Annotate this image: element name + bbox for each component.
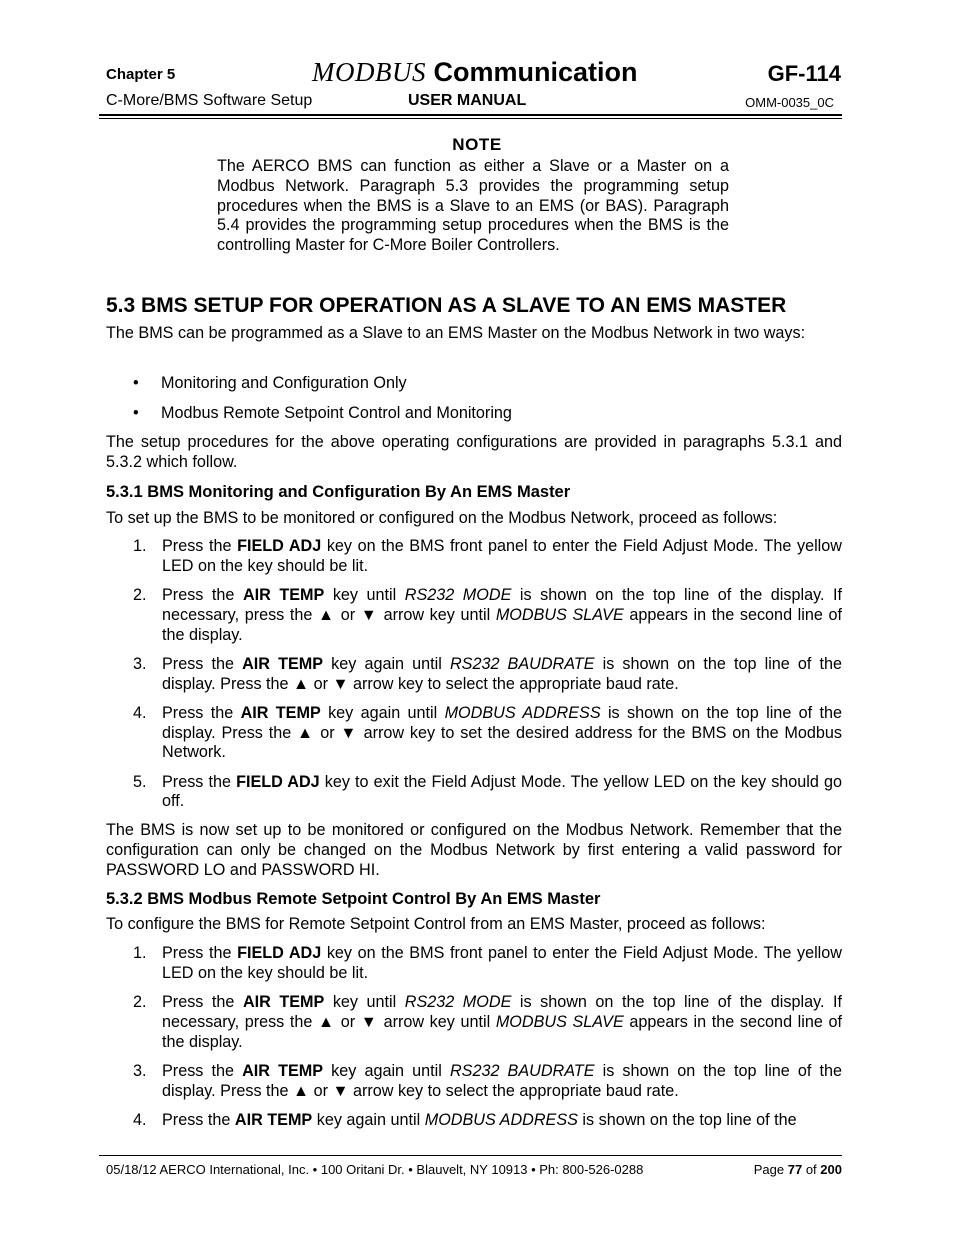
step-text: key again until [323,654,450,673]
step-number: 2. [133,585,147,604]
step-text: is shown on the top line of the display. If necessary, press the ▲ or ▼ arrow key until [162,585,842,624]
step-text: key again until [320,703,445,722]
key-name: AIR TEMP [240,703,321,722]
step-text: Press the [162,703,241,722]
key-name: AIR TEMP [234,1110,313,1129]
step-item [106,655,842,695]
section-5-3-2-intro: To configure the BMS for Remote Setpoint Control from an EMS Master, proceed as follows: [106,915,766,933]
note-text: The AERCO BMS can function as either a Slave or a Master on a Modbus Network. Paragraph 5.3 provides the programming setup procedures when the BMS is a Slave to an EMS (or BAS). Paragraph 5.4 provides the programming setup procedures when the BMS is the controlling Master for C-More Boiler Controllers. [217,157,729,255]
display-text: RS232 BAUDRATE [449,1061,595,1080]
step-text: key again until [323,1061,450,1080]
step-item [106,586,842,645]
page-title [312,57,638,88]
step-text: appears in the second line of the display. [162,1012,843,1051]
step-text: key to exit the Field Adjust Mode. The yellow LED on the key should go off. [162,772,842,811]
display-text: MODBUS SLAVE [495,1012,624,1031]
section-5-3-1-intro: To set up the BMS to be monitored or configured on the Modbus Network, proceed as follows: [106,509,778,527]
step-number: 1. [133,944,147,962]
key-name: FIELD ADJ [237,944,322,962]
key-name: FIELD ADJ [236,772,320,791]
step-number: 3. [133,654,147,673]
step-text: Press the [162,654,243,673]
step-text: Press the [162,1061,243,1080]
note-title: NOTE [452,135,502,154]
step-item [106,773,842,813]
step-number: 4. [133,1110,147,1129]
section-5-3-1-after: The BMS is now set up to be monitored or configured on the Modbus Network. Remember that the configuration can only be changed on the Modbus Network by first entering a valid password for PASSWORD LO and PASSWORD HI. [106,821,842,879]
doc-number: GF-114 [767,61,841,86]
step-text: is shown on the top line of the [577,1110,797,1129]
step-item [106,993,842,1052]
step-text: key again until [312,1110,425,1129]
step-text: Press the [162,992,243,1011]
step-item [106,944,842,984]
bullet-dot: • [133,374,139,392]
step-text: is shown on the top line of the display. Press the ▲ or ▼ arrow key to select the appropriate baud rate. [162,1061,843,1100]
step-text: key on the BMS front panel to enter the Field Adjust Mode. The yellow LED on the key should be lit. [162,537,842,575]
section-5-3-1-heading: 5.3.1 BMS Monitoring and Configuration By An EMS Master [106,483,571,501]
page-number [754,1162,842,1177]
step-number: 3. [133,1061,147,1080]
step-number: 5. [133,772,147,791]
bullet-text: Modbus Remote Setpoint Control and Monitoring [161,404,512,422]
chapter-label: Chapter 5 [106,66,176,83]
step-number: 4. [133,703,147,722]
step-item [106,1062,842,1102]
step-text: Press the [162,585,243,604]
step-item [106,704,842,763]
section-5-3-heading: 5.3 BMS SETUP FOR OPERATION AS A SLAVE TO AN EMS MASTER [106,294,787,317]
header-doc-code: OMM-0035_0C [745,95,834,110]
step-text: is shown on the top line of the display. If necessary, press the ▲ or ▼ arrow key until [162,992,842,1031]
footer-company-info: 05/18/12 AERCO International, Inc. • 100 Oritani Dr. • Blauvelt, NY 10913 • Ph: 800-526-0288 [106,1162,644,1177]
section-5-3-after: The setup procedures for the above operating configurations are provided in paragraphs 5.3.1 and 5.3.2 which follow. [106,433,842,471]
display-text: MODBUS SLAVE [495,605,624,624]
step-item [106,537,842,577]
key-name: AIR TEMP [242,654,324,673]
step-text: Press the [162,944,238,962]
section-5-3-intro: The BMS can be programmed as a Slave to an EMS Master on the Modbus Network in two ways: [106,324,806,342]
bullet-text: Monitoring and Configuration Only [161,374,407,392]
step-item [106,1111,842,1131]
header-rule-thick [99,114,842,116]
key-name: AIR TEMP [242,992,325,1011]
display-text: RS232 MODE [404,992,512,1011]
step-text: Press the [162,1110,235,1129]
step-text: key until [324,992,405,1011]
step-text: Press the [162,537,238,555]
page-of: of [802,1162,821,1177]
section-5-3-2-steps [106,944,842,1140]
header-subtitle-center: USER MANUAL [408,92,527,109]
display-text: MODBUS ADDRESS [444,703,601,722]
header-subtitle-left: C-More/BMS Software Setup [106,92,313,109]
title-modbus: MODBUS [312,57,426,87]
step-text: is shown on the top line of the display. Press the ▲ or ▼ arrow key to select the appropriate baud rate. [162,654,843,693]
header-rule-thin [99,118,842,119]
section-5-3-1-steps [106,537,842,822]
page-label: Page [753,1162,788,1177]
step-number: 2. [133,992,147,1011]
bullet-dot: • [133,404,139,422]
bullet-item [133,404,512,423]
step-text: is shown on the top line of the display. Press the ▲ or ▼ arrow key to set the desired address for the BMS on the Modbus Network. [162,703,842,762]
footer-rule [99,1155,842,1156]
display-text: RS232 MODE [404,585,512,604]
step-text: key until [324,585,405,604]
step-number: 1. [133,537,147,555]
page-total: 200 [820,1162,842,1177]
section-5-3-2-heading: 5.3.2 BMS Modbus Remote Setpoint Control By An EMS Master [106,890,601,908]
page-current: 77 [787,1162,803,1177]
key-name: AIR TEMP [242,1061,324,1080]
title-rest: Communication [425,57,638,87]
step-text: key on the BMS front panel to enter the Field Adjust Mode. The yellow LED on the key should be lit. [162,944,842,982]
step-text: Press the [162,772,237,791]
display-text: MODBUS ADDRESS [424,1110,578,1129]
key-name: FIELD ADJ [237,537,322,555]
display-text: RS232 BAUDRATE [449,654,595,673]
bullet-item [133,374,407,393]
step-text: appears in the second line of the display. [162,605,843,644]
key-name: AIR TEMP [242,585,325,604]
